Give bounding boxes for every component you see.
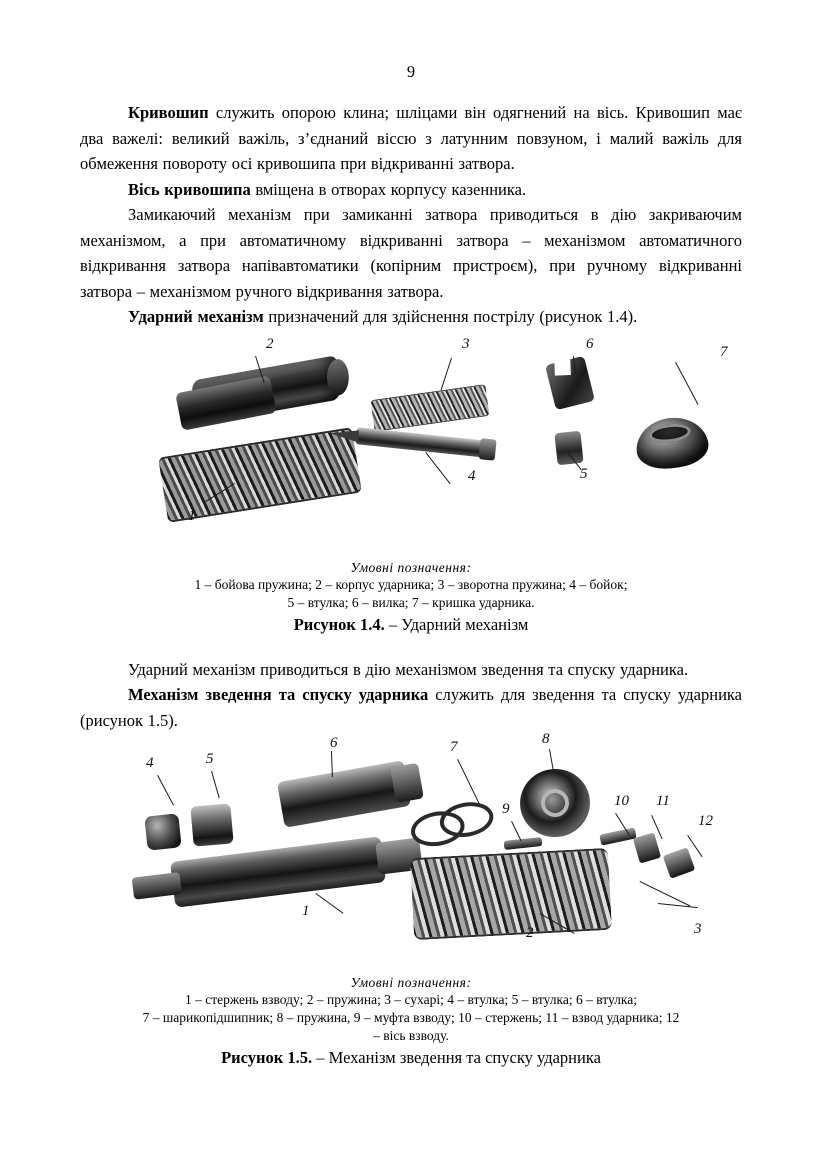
figure-1-4-caption-text: – Ударний механізм — [384, 614, 529, 634]
part-striker-body-lower — [175, 375, 276, 431]
figure-1-4-artwork — [80, 335, 742, 558]
figure-1-4-caption — [80, 615, 742, 635]
leader-line-3b — [640, 881, 691, 906]
figure-1-5-caption-text: – Механізм зведення та спуску ударника — [312, 1048, 601, 1067]
figure-1-4-caption-label: Рисунок 1.4. — [293, 614, 385, 634]
callout-7b: 7 — [450, 739, 458, 755]
leader-line-8 — [511, 821, 522, 841]
callout-11: 11 — [656, 793, 670, 809]
leader-line-3c — [658, 903, 698, 908]
paragraph-vis-krivoshipa — [80, 177, 742, 203]
leader-line-7b — [457, 759, 480, 804]
part-sleeve-6 — [277, 760, 411, 828]
figure-1-5 — [80, 731, 742, 1068]
part-return-spring — [370, 384, 489, 432]
figure-1-5-artwork — [80, 731, 742, 973]
callout-6: 6 — [586, 335, 594, 352]
part-washers-7 — [408, 798, 499, 848]
part-axis-12 — [663, 847, 696, 878]
leader-line-9 — [549, 749, 554, 771]
page-number: 9 — [406, 62, 416, 81]
figure-1-4-legend-line-2: 5 – втулка; 6 – вилка; 7 – кришка ударника. — [287, 594, 535, 610]
callout-1: 1 — [188, 507, 196, 524]
callout-10: 10 — [614, 793, 629, 809]
part-cocking-rod — [170, 836, 386, 907]
figure-1-5-legend-line-2: 7 – шарикопідшипник; 8 – пружина, 9 – муфта взводу; 10 – стержень; 11 – взвод ударника; 12 — [142, 1010, 680, 1025]
leader-line-1b — [315, 893, 343, 914]
leader-line-3 — [441, 357, 452, 390]
paragraph-mekhanizm-zvedennya — [80, 682, 742, 733]
leader-line-5b — [211, 771, 220, 798]
callout-4b: 4 — [146, 755, 154, 771]
paragraph-udarnyi-mekhanizm — [80, 304, 742, 330]
paragraph-text-udarnyi-mekhanizm: призначений для здійснення пострілу (рисунок 1.4). — [263, 307, 638, 326]
paragraph-text-mekhanizm-zvedennya: служить для зведення та спуску ударника (рисунок 1.5). — [80, 685, 742, 730]
part-firing-pin — [355, 427, 488, 458]
leader-line-4 — [425, 452, 450, 484]
leader-line-6b — [331, 751, 333, 777]
figure-1-5-legend-title: Умовні позначення: — [350, 975, 472, 990]
part-sleeve-4 — [144, 813, 181, 850]
callout-3b: 3 — [694, 921, 702, 937]
part-sleeve-5 — [190, 803, 233, 846]
callout-8b: 9 — [502, 801, 510, 817]
callout-3: 3 — [462, 335, 470, 352]
page-content — [80, 100, 742, 1068]
part-rod-10 — [599, 827, 637, 845]
figure-1-4 — [80, 335, 742, 635]
callout-2: 2 — [266, 335, 274, 352]
part-fork — [545, 355, 595, 409]
paragraph-text-zamykayuchyi: Замикаючий механізм при замиканні затвора приводиться в дію закриваючим механізмом, а при автоматичному відкриванні затвора – механізмом автоматичного відкривання затвора напівавтоматики (копірним пристроєм), при ручному відкриванні затвора – механізмом ручного відкривання затвора. — [80, 205, 742, 301]
part-ball-bearing — [516, 764, 595, 841]
paragraph-zamykayuchyi — [80, 202, 742, 304]
paragraph-krivoship — [80, 100, 742, 177]
part-cocking-piece-11 — [633, 832, 661, 863]
figure-1-4-legend-line-1: 1 – бойова пружина; 2 – корпус ударника; 3 – зворотна пружина; 4 – бойок; — [194, 576, 628, 592]
callout-5: 5 — [580, 465, 588, 482]
callout-9: 8 — [542, 731, 550, 747]
paragraph-lead-krivoship: Кривошип — [128, 103, 209, 122]
paragraph-text-vis-krivoshipa: вміщена в отворах корпусу казенника. — [250, 179, 527, 199]
paragraph-text-krivoship: служить опорою клина; шліцами він одягнений на вісь. Кривошип має два важелі: великий важіль, з’єднаний віссю з латунним повзуном, і малий важіль для обмеження повороту осі кривошипа при відкриванні затвора. — [80, 103, 742, 173]
part-bushing — [554, 430, 583, 465]
callout-2b: 2 — [526, 925, 534, 941]
leader-line-7 — [675, 362, 698, 405]
paragraph-lead-vis-krivoshipa: Вісь кривошипа — [128, 179, 251, 199]
callout-6b: 6 — [330, 735, 338, 751]
callout-12: 12 — [698, 813, 713, 829]
callout-5b: 5 — [206, 751, 214, 767]
figure-1-5-legend-line-3: – вісь взводу. — [373, 1028, 449, 1043]
part-spring-8 — [504, 837, 543, 850]
figure-1-5-caption-label: Рисунок 1.5. — [221, 1048, 313, 1067]
part-spring-2 — [410, 848, 612, 940]
paragraph-lead-udarnyi-mekhanizm: Ударний механізм — [128, 307, 264, 326]
figure-1-5-legend-line-1: 1 – стержень взводу; 2 – пружина; 3 – сухарі; 4 – втулка; 5 – втулка; 6 – втулка; — [185, 992, 637, 1007]
paragraph-lead-mekhanizm-zvedennya: Механізм зведення та спуску ударника — [128, 685, 429, 704]
paragraph-udarnyi-pryvodytsya — [80, 657, 742, 683]
callout-7: 7 — [720, 343, 728, 360]
figure-1-5-caption — [80, 1048, 742, 1068]
paragraph-text-udarnyi-pryvodytsya: Ударний механізм приводиться в дію механізмом зведення та спуску ударника. — [128, 659, 689, 679]
figure-1-4-legend-title: Умовні позначення: — [350, 559, 472, 575]
part-striker-cap — [633, 413, 711, 471]
callout-1b: 1 — [302, 903, 310, 919]
callout-4: 4 — [468, 467, 476, 484]
leader-line-4b — [157, 775, 174, 805]
